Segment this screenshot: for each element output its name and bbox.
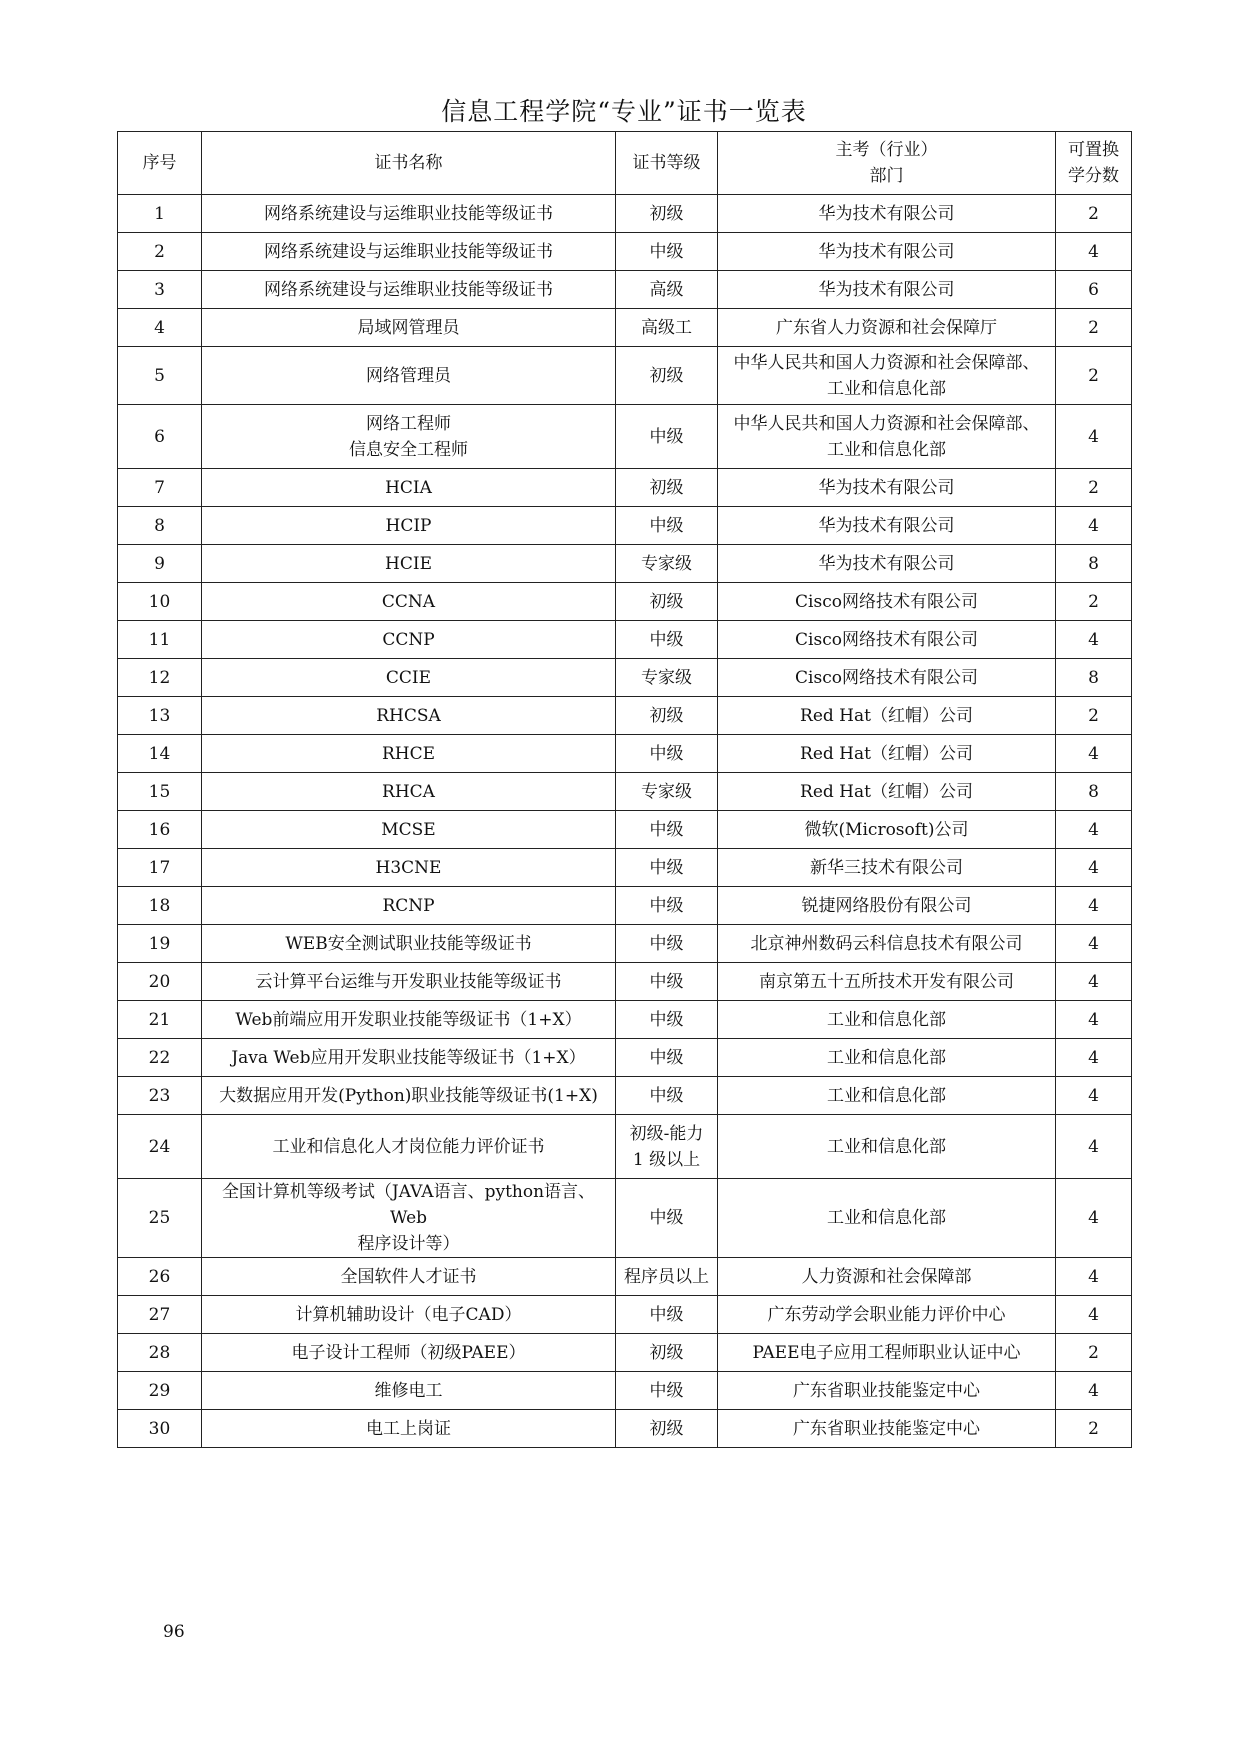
issuing-organization-cell-line: PAEE电子应用工程师职业认证中心 — [752, 1342, 1021, 1363]
issuing-organization-cell-line: Red Hat（红帽）公司 — [800, 743, 973, 764]
credits-cell: 4 — [1056, 1258, 1132, 1296]
header-certificate-name: 证书名称 — [202, 132, 616, 195]
table-row — [118, 1179, 1132, 1258]
certificate-name-cell-line: CCIE — [385, 667, 432, 688]
certificate-name-cell — [202, 849, 616, 887]
certificate-name-cell-line: CCNP — [382, 629, 435, 650]
certificate-table — [117, 131, 1132, 1448]
certificate-level-cell — [616, 1039, 718, 1077]
issuing-organization-cell-line: 广东省职业技能鉴定中心 — [793, 1380, 980, 1401]
certificate-name-cell-line: 信息安全工程师 — [349, 439, 468, 460]
issuing-organization-cell — [718, 271, 1056, 309]
table-row — [118, 1410, 1132, 1448]
issuing-organization-cell — [718, 1296, 1056, 1334]
certificate-level-cell — [616, 507, 718, 545]
row-index-cell: 7 — [118, 469, 202, 507]
certificate-level-cell — [616, 1296, 718, 1334]
issuing-organization-cell-line: 中华人民共和国人力资源和社会保障部、 — [733, 413, 1040, 434]
certificate-name-cell-line: 电子设计工程师（初级PAEE） — [291, 1342, 526, 1363]
certificate-name-cell-line: 网络系统建设与运维职业技能等级证书 — [264, 203, 553, 224]
issuing-organization-cell — [718, 195, 1056, 233]
row-index-cell: 16 — [118, 811, 202, 849]
header-org-line2: 部门 — [869, 166, 904, 186]
credits-cell: 4 — [1056, 887, 1132, 925]
certificate-level-cell-line: 中级 — [649, 515, 684, 536]
certificate-name-cell — [202, 1334, 616, 1372]
certificate-name-cell — [202, 887, 616, 925]
certificate-name-cell — [202, 545, 616, 583]
credits-cell: 4 — [1056, 507, 1132, 545]
certificate-name-cell — [202, 811, 616, 849]
issuing-organization-cell-line: 中华人民共和国人力资源和社会保障部、 — [733, 352, 1040, 373]
certificate-level-cell-line: 中级 — [649, 1047, 684, 1068]
issuing-organization-cell-line: 南京第五十五所技术开发有限公司 — [759, 971, 1014, 992]
issuing-organization-cell-line: 工业和信息化部 — [827, 1009, 946, 1030]
issuing-organization-cell — [718, 545, 1056, 583]
issuing-organization-cell-line: Red Hat（红帽）公司 — [800, 781, 973, 802]
certificate-name-cell-line: 电工上岗证 — [366, 1418, 451, 1439]
issuing-organization-cell — [718, 469, 1056, 507]
certificate-name-cell-line: MCSE — [381, 819, 436, 840]
certificate-level-cell-line: 中级 — [649, 1085, 684, 1106]
certificate-level-cell — [616, 469, 718, 507]
certificate-level-cell — [616, 659, 718, 697]
row-index-cell: 9 — [118, 545, 202, 583]
certificate-level-cell-line: 中级 — [649, 971, 684, 992]
certificate-level-cell-line: 高级 — [649, 279, 684, 300]
issuing-organization-cell — [718, 621, 1056, 659]
issuing-organization-cell-line: 工业和信息化部 — [827, 1047, 946, 1068]
issuing-organization-cell-line: 华为技术有限公司 — [818, 515, 955, 536]
certificate-level-cell-line: 初级 — [649, 203, 684, 224]
row-index-cell: 8 — [118, 507, 202, 545]
issuing-organization-cell-line: 华为技术有限公司 — [818, 279, 955, 300]
row-index-cell: 19 — [118, 925, 202, 963]
certificate-name-cell-line: Web前端应用开发职业技能等级证书（1+X） — [235, 1009, 582, 1030]
header-certificate-level: 证书等级 — [616, 132, 718, 195]
issuing-organization-cell-line: 工业和信息化部 — [827, 1208, 946, 1228]
row-index-cell: 2 — [118, 233, 202, 271]
row-index-cell: 26 — [118, 1258, 202, 1296]
certificate-level-cell — [616, 621, 718, 659]
certificate-name-cell-line: 工业和信息化人才岗位能力评价证书 — [272, 1136, 545, 1157]
certificate-level-cell-line: 初级 — [649, 1418, 684, 1439]
table-row — [118, 1115, 1132, 1179]
certificate-name-cell — [202, 1077, 616, 1115]
issuing-organization-cell — [718, 735, 1056, 773]
credits-cell: 2 — [1056, 469, 1132, 507]
certificate-level-cell — [616, 1179, 718, 1258]
credits-cell: 2 — [1056, 583, 1132, 621]
certificate-level-cell — [616, 1001, 718, 1039]
certificate-name-cell — [202, 1001, 616, 1039]
issuing-organization-cell — [718, 1001, 1056, 1039]
certificate-name-cell-line: 云计算平台运维与开发职业技能等级证书 — [255, 971, 562, 992]
certificate-level-cell-line: 专家级 — [641, 781, 692, 802]
table-row — [118, 697, 1132, 735]
certificate-level-cell — [616, 773, 718, 811]
certificate-level-cell-line: 中级 — [649, 819, 684, 840]
credits-cell: 4 — [1056, 621, 1132, 659]
certificate-name-cell — [202, 469, 616, 507]
table-row — [118, 925, 1132, 963]
credits-cell: 2 — [1056, 195, 1132, 233]
certificate-name-cell — [202, 271, 616, 309]
page-number: 96 — [163, 1622, 185, 1642]
certificate-level-cell-line: 中级 — [649, 743, 684, 764]
certificate-name-cell-line: 全国软件人才证书 — [340, 1266, 477, 1287]
certificate-name-cell — [202, 925, 616, 963]
issuing-organization-cell — [718, 697, 1056, 735]
certificate-level-cell — [616, 849, 718, 887]
certificate-level-cell-line: 专家级 — [641, 667, 692, 688]
issuing-organization-cell-line: 微软(Microsoft)公司 — [804, 819, 969, 840]
certificate-name-cell-line: 网络系统建设与运维职业技能等级证书 — [264, 279, 553, 300]
row-index-cell: 14 — [118, 735, 202, 773]
issuing-organization-cell-line: 华为技术有限公司 — [818, 553, 955, 574]
issuing-organization-cell-line: Cisco网络技术有限公司 — [795, 667, 978, 688]
credits-cell: 4 — [1056, 963, 1132, 1001]
row-index-cell: 17 — [118, 849, 202, 887]
certificate-name-cell-line: 程序设计等） — [357, 1234, 460, 1254]
certificate-name-cell — [202, 735, 616, 773]
issuing-organization-cell — [718, 405, 1056, 469]
credits-cell: 2 — [1056, 1334, 1132, 1372]
certificate-name-cell — [202, 507, 616, 545]
credits-cell: 2 — [1056, 1410, 1132, 1448]
certificate-name-cell-line: RHCE — [381, 743, 436, 764]
table-row — [118, 507, 1132, 545]
row-index-cell: 25 — [118, 1179, 202, 1258]
certificate-level-cell-line: 中级 — [649, 1380, 684, 1401]
issuing-organization-cell-line: 人力资源和社会保障部 — [801, 1266, 972, 1287]
row-index-cell: 10 — [118, 583, 202, 621]
issuing-organization-cell-line: 北京神州数码云科信息技术有限公司 — [750, 933, 1023, 954]
certificate-name-cell — [202, 621, 616, 659]
certificate-level-cell — [616, 1410, 718, 1448]
certificate-name-cell — [202, 659, 616, 697]
row-index-cell: 27 — [118, 1296, 202, 1334]
table-header-row — [118, 132, 1132, 195]
issuing-organization-cell — [718, 811, 1056, 849]
credits-cell: 4 — [1056, 925, 1132, 963]
certificate-level-cell — [616, 1372, 718, 1410]
row-index-cell: 1 — [118, 195, 202, 233]
issuing-organization-cell — [718, 1410, 1056, 1448]
credits-cell: 4 — [1056, 1039, 1132, 1077]
issuing-organization-cell-line: 工业和信息化部 — [827, 439, 946, 460]
certificate-level-cell-line: 初级 — [649, 365, 684, 386]
table-row — [118, 545, 1132, 583]
certificate-level-cell — [616, 271, 718, 309]
certificate-name-cell-line: H3CNE — [375, 857, 442, 878]
issuing-organization-cell-line: 广东省职业技能鉴定中心 — [793, 1418, 980, 1439]
header-credits-line2: 学分数 — [1068, 166, 1119, 186]
certificate-name-cell — [202, 1039, 616, 1077]
certificate-name-cell — [202, 233, 616, 271]
certificate-level-cell-line: 初级-能力 — [629, 1123, 704, 1144]
issuing-organization-cell-line: 锐捷网络股份有限公司 — [801, 895, 972, 916]
row-index-cell: 3 — [118, 271, 202, 309]
table-row — [118, 195, 1132, 233]
table-row — [118, 233, 1132, 271]
issuing-organization-cell — [718, 1258, 1056, 1296]
certificate-name-cell-line: 网络系统建设与运维职业技能等级证书 — [264, 241, 553, 262]
row-index-cell: 4 — [118, 309, 202, 347]
issuing-organization-cell — [718, 773, 1056, 811]
row-index-cell: 15 — [118, 773, 202, 811]
credits-cell: 8 — [1056, 773, 1132, 811]
issuing-organization-cell — [718, 1077, 1056, 1115]
certificate-level-cell-line: 初级 — [649, 477, 684, 498]
certificate-name-cell — [202, 1372, 616, 1410]
table-row — [118, 887, 1132, 925]
credits-cell: 4 — [1056, 811, 1132, 849]
table-row — [118, 1334, 1132, 1372]
certificate-name-cell-line: RHCA — [382, 781, 435, 802]
issuing-organization-cell-line: 工业和信息化部 — [827, 378, 946, 399]
certificate-level-cell-line: 中级 — [649, 933, 684, 954]
certificate-name-cell-line: HCIA — [385, 477, 432, 498]
credits-cell: 4 — [1056, 233, 1132, 271]
credits-cell: 2 — [1056, 347, 1132, 405]
issuing-organization-cell — [718, 1039, 1056, 1077]
credits-cell: 8 — [1056, 659, 1132, 697]
row-index-cell: 12 — [118, 659, 202, 697]
credits-cell: 2 — [1056, 697, 1132, 735]
certificate-name-cell-line: Java Web应用开发职业技能等级证书（1+X） — [231, 1047, 586, 1068]
table-row — [118, 621, 1132, 659]
certificate-level-cell-line: 程序员以上 — [624, 1266, 709, 1287]
certificate-name-cell — [202, 347, 616, 405]
certificate-level-cell — [616, 583, 718, 621]
table-body — [118, 195, 1132, 1448]
row-index-cell: 24 — [118, 1115, 202, 1179]
row-index-cell: 6 — [118, 405, 202, 469]
certificate-level-cell-line: 1 级以上 — [632, 1149, 701, 1170]
certificate-level-cell — [616, 811, 718, 849]
certificate-level-cell — [616, 1077, 718, 1115]
certificate-name-cell — [202, 1296, 616, 1334]
row-index-cell: 28 — [118, 1334, 202, 1372]
certificate-name-cell-line: 大数据应用开发(Python)职业技能等级证书(1+X) — [219, 1085, 598, 1106]
certificate-name-cell-line: HCIE — [385, 553, 432, 574]
issuing-organization-cell-line: 华为技术有限公司 — [818, 477, 955, 498]
certificate-level-cell — [616, 347, 718, 405]
table-row — [118, 405, 1132, 469]
table-row — [118, 469, 1132, 507]
certificate-name-cell-line: 局域网管理员 — [357, 317, 460, 338]
certificate-level-cell-line: 中级 — [649, 857, 684, 878]
certificate-level-cell-line: 中级 — [649, 629, 684, 650]
issuing-organization-cell — [718, 1372, 1056, 1410]
certificate-level-cell — [616, 1334, 718, 1372]
certificate-name-cell-line: 网络工程师 — [366, 413, 451, 434]
certificate-level-cell — [616, 735, 718, 773]
certificate-level-cell-line: 初级 — [649, 1342, 684, 1363]
table-row — [118, 773, 1132, 811]
table-row — [118, 1039, 1132, 1077]
row-index-cell: 20 — [118, 963, 202, 1001]
table-row — [118, 1077, 1132, 1115]
certificate-name-cell-line: HCIP — [385, 515, 432, 536]
certificate-level-cell-line: 中级 — [649, 241, 684, 262]
certificate-name-cell-line: CCNA — [381, 591, 436, 612]
certificate-name-cell — [202, 697, 616, 735]
certificate-level-cell-line: 中级 — [649, 1009, 684, 1030]
credits-cell: 4 — [1056, 1179, 1132, 1258]
table-row — [118, 963, 1132, 1001]
certificate-name-cell — [202, 1410, 616, 1448]
credits-cell: 4 — [1056, 1115, 1132, 1179]
credits-cell: 2 — [1056, 309, 1132, 347]
issuing-organization-cell-line: 工业和信息化部 — [827, 1085, 946, 1106]
issuing-organization-cell-line: Cisco网络技术有限公司 — [795, 591, 978, 612]
certificate-level-cell-line: 中级 — [649, 426, 684, 447]
issuing-organization-cell — [718, 583, 1056, 621]
certificate-name-cell-line: 网络管理员 — [366, 365, 451, 386]
table-row — [118, 1001, 1132, 1039]
header-index: 序号 — [118, 132, 202, 195]
certificate-name-cell — [202, 1115, 616, 1179]
issuing-organization-cell-line: 广东省人力资源和社会保障厅 — [776, 317, 997, 338]
issuing-organization-cell-line: 华为技术有限公司 — [818, 241, 955, 262]
certificate-level-cell — [616, 195, 718, 233]
issuing-organization-cell — [718, 925, 1056, 963]
table-row — [118, 1372, 1132, 1410]
certificate-name-cell — [202, 405, 616, 469]
issuing-organization-cell-line: 华为技术有限公司 — [818, 203, 955, 224]
credits-cell: 4 — [1056, 735, 1132, 773]
certificate-level-cell — [616, 887, 718, 925]
document-title: 信息工程学院“专业”证书一览表 — [441, 97, 807, 126]
table-row — [118, 583, 1132, 621]
table-row — [118, 659, 1132, 697]
certificate-level-cell — [616, 545, 718, 583]
certificate-name-cell-line: RHCSA — [376, 705, 441, 726]
table-row — [118, 811, 1132, 849]
certificate-name-cell-line: 全国计算机等级考试（JAVA语言、python语言、Web — [221, 1182, 596, 1228]
certificate-level-cell — [616, 233, 718, 271]
table-row — [118, 849, 1132, 887]
certificate-level-cell-line: 初级 — [649, 705, 684, 726]
issuing-organization-cell-line: Red Hat（红帽）公司 — [800, 705, 973, 726]
header-credits — [1056, 132, 1132, 195]
certificate-level-cell-line: 中级 — [649, 1208, 684, 1228]
table-row — [118, 309, 1132, 347]
table-row — [118, 347, 1132, 405]
header-issuing-organization — [718, 132, 1056, 195]
certificate-name-cell — [202, 583, 616, 621]
certificate-name-cell — [202, 195, 616, 233]
certificate-name-cell — [202, 1258, 616, 1296]
row-index-cell: 23 — [118, 1077, 202, 1115]
certificate-level-cell — [616, 925, 718, 963]
issuing-organization-cell — [718, 1179, 1056, 1258]
certificate-level-cell — [616, 1258, 718, 1296]
row-index-cell: 11 — [118, 621, 202, 659]
certificate-level-cell — [616, 309, 718, 347]
credits-cell: 4 — [1056, 1296, 1132, 1334]
table-row — [118, 1296, 1132, 1334]
table-row — [118, 1258, 1132, 1296]
certificate-level-cell-line: 中级 — [649, 895, 684, 916]
certificate-name-cell-line: 维修电工 — [374, 1380, 443, 1401]
certificate-level-cell-line: 高级工 — [641, 317, 692, 338]
certificate-name-cell — [202, 963, 616, 1001]
certificate-name-cell-line: RCNP — [382, 895, 435, 916]
table-row — [118, 735, 1132, 773]
certificate-level-cell — [616, 963, 718, 1001]
credits-cell: 6 — [1056, 271, 1132, 309]
certificate-name-cell — [202, 1179, 616, 1258]
row-index-cell: 21 — [118, 1001, 202, 1039]
row-index-cell: 22 — [118, 1039, 202, 1077]
header-org-line1: 主考（行业） — [835, 140, 938, 160]
certificate-name-cell-line: WEB安全测试职业技能等级证书 — [285, 933, 532, 954]
certificate-name-cell — [202, 773, 616, 811]
issuing-organization-cell — [718, 659, 1056, 697]
certificate-level-cell — [616, 405, 718, 469]
certificate-level-cell — [616, 1115, 718, 1179]
issuing-organization-cell — [718, 1334, 1056, 1372]
row-index-cell: 5 — [118, 347, 202, 405]
credits-cell: 4 — [1056, 405, 1132, 469]
certificate-level-cell-line: 中级 — [649, 1304, 684, 1325]
credits-cell: 4 — [1056, 1001, 1132, 1039]
issuing-organization-cell — [718, 887, 1056, 925]
issuing-organization-cell — [718, 507, 1056, 545]
credits-cell: 4 — [1056, 1372, 1132, 1410]
certificate-name-cell-line: 计算机辅助设计（电子CAD） — [295, 1304, 522, 1325]
row-index-cell: 30 — [118, 1410, 202, 1448]
table-row — [118, 271, 1132, 309]
issuing-organization-cell — [718, 963, 1056, 1001]
certificate-name-cell — [202, 309, 616, 347]
issuing-organization-cell — [718, 1115, 1056, 1179]
credits-cell: 4 — [1056, 849, 1132, 887]
row-index-cell: 29 — [118, 1372, 202, 1410]
issuing-organization-cell — [718, 309, 1056, 347]
certificate-level-cell — [616, 697, 718, 735]
issuing-organization-cell — [718, 233, 1056, 271]
credits-cell: 4 — [1056, 1077, 1132, 1115]
issuing-organization-cell-line: 工业和信息化部 — [827, 1136, 946, 1157]
issuing-organization-cell-line: 新华三技术有限公司 — [810, 857, 963, 878]
header-credits-line1: 可置换 — [1068, 140, 1119, 160]
certificate-level-cell-line: 初级 — [649, 591, 684, 612]
row-index-cell: 18 — [118, 887, 202, 925]
issuing-organization-cell-line: Cisco网络技术有限公司 — [795, 629, 978, 650]
issuing-organization-cell-line: 广东劳动学会职业能力评价中心 — [767, 1304, 1006, 1325]
issuing-organization-cell — [718, 347, 1056, 405]
row-index-cell: 13 — [118, 697, 202, 735]
issuing-organization-cell — [718, 849, 1056, 887]
credits-cell: 8 — [1056, 545, 1132, 583]
certificate-level-cell-line: 专家级 — [641, 553, 692, 574]
